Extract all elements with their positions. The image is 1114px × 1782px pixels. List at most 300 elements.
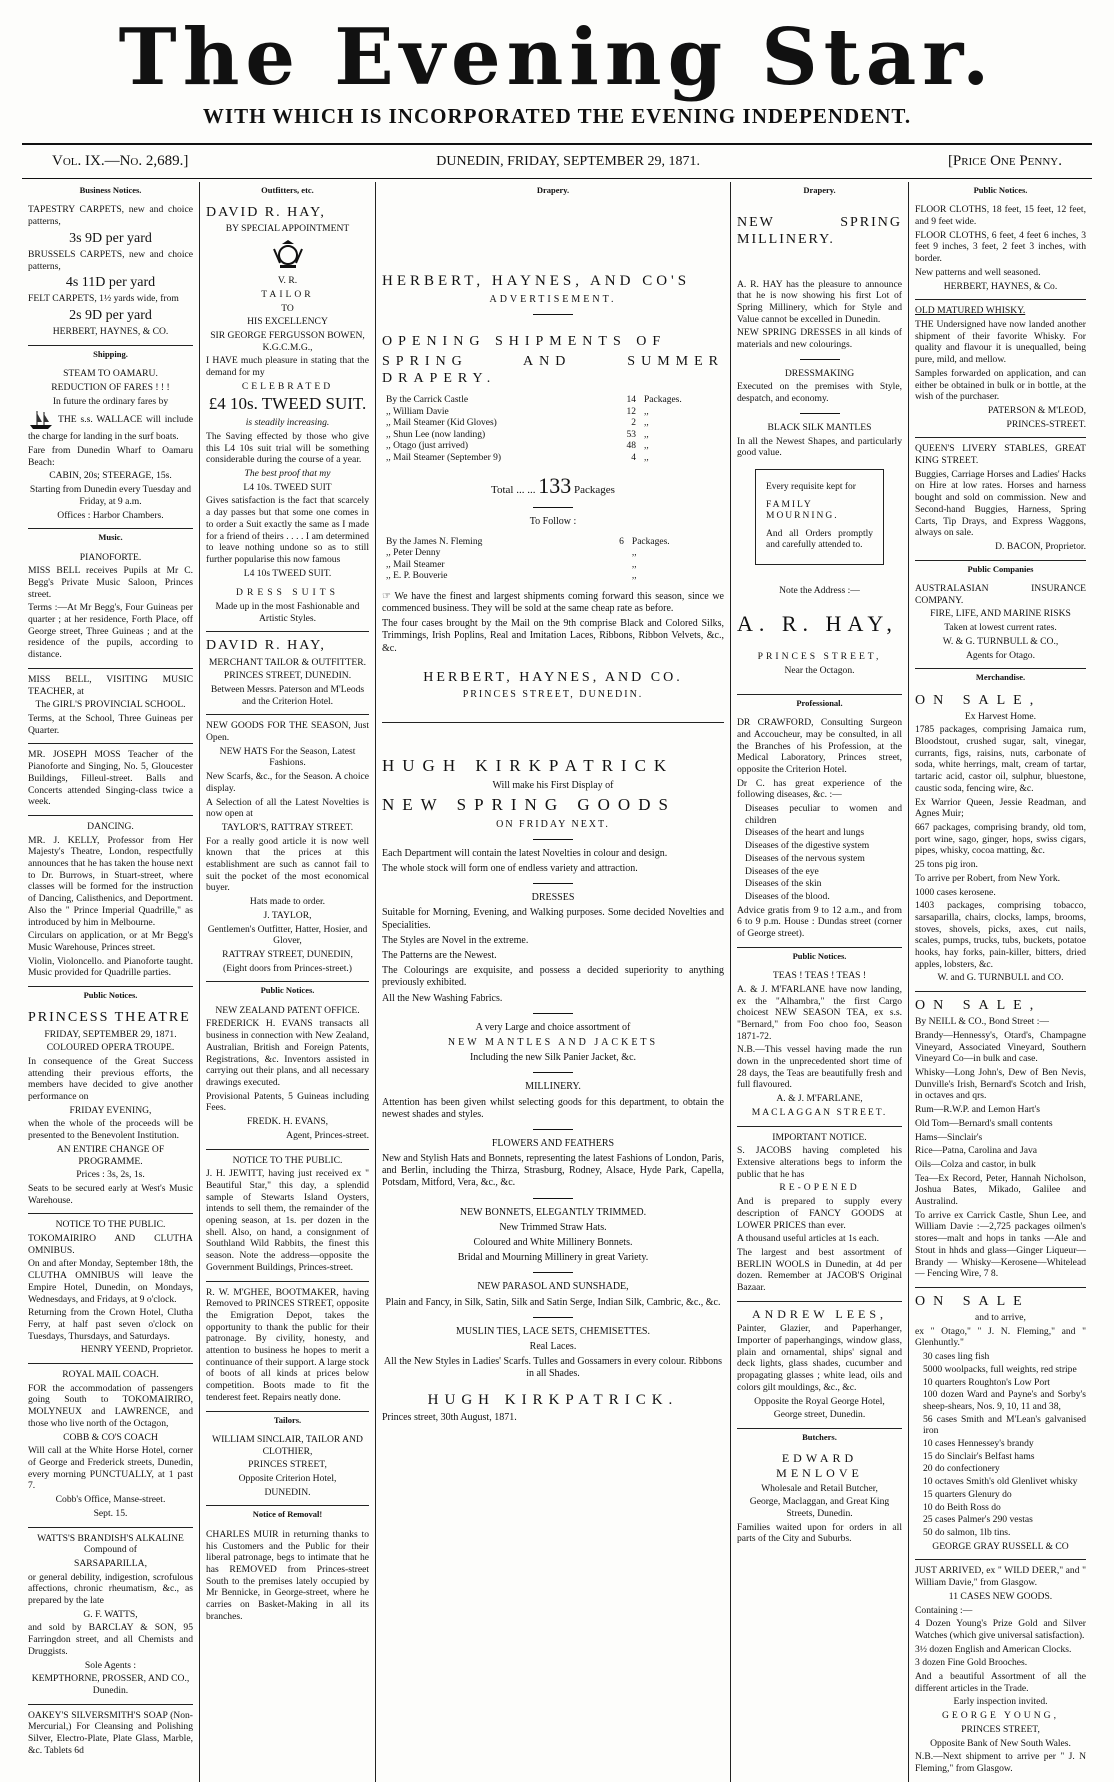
ad-text: MISS BELL, VISITING MUSIC TEACHER, at — [28, 673, 193, 697]
ad-headline: SPRING AND SUMMER DRAPERY. — [382, 353, 724, 386]
ad-text: Coloured and White Millinery Bonnets. — [473, 1237, 633, 1249]
ad-line: RE-OPENED — [779, 1182, 860, 1194]
list-item: Diseases of the nervous system — [745, 852, 865, 864]
section-heading: Drapery. — [536, 185, 570, 195]
ad-text: Old Tom—Bernard's small contents — [915, 1117, 1053, 1129]
divider — [533, 839, 573, 840]
ad-title: OLD MATURED WHISKY. — [915, 305, 1026, 317]
list-item: 20 do confectionery — [923, 1463, 1000, 1475]
ad-text: MR. J. KELLY, Professor from Her Majesty's Theatre, London, respectfully announces that he has taken the house next to Dr. Burrows, in Stuart-street, where classes will be formed for the instruction of Dancing, Calisthenics, and Deportment. Also the " Prince Imperial Quadrille," as introduced by him in Melbourne. — [28, 834, 193, 928]
ad-text: Executed on the premises with Style, despatch, and economy. — [737, 381, 902, 405]
ad-line: PRINCES-STREET. — [1006, 418, 1086, 430]
pianoforte-ad — [28, 547, 193, 669]
list-item: Diseases of the skin — [745, 878, 822, 890]
ad-line: ex " Otago," " J. N. Fleming," and " Glenhuntly." — [915, 1325, 1086, 1349]
ad-title: WATTS'S BRANDISH'S ALKALINE Compound of — [37, 1532, 184, 1556]
ad-text: And a beautiful Assortment of all the different articles in the Trade. — [915, 1671, 1086, 1694]
ad-text: J. H. JEWITT, having just received ex " Beautiful Star," this day, a splendid sample of Stewarts Island Oysters, intends to sell them, the remainder of the opening season, at 1s. per dozen in the shell. Also, on hand, a consignment of Southland Wild Rabbits, the finest this season. Note the address—opposite the Government Buildings, Princes-street. — [206, 1168, 369, 1273]
ad-text: 1403 packages, comprising tobacco, sarsaparilla, chairs, clocks, lamps, brooms, stoves, shovels, picks, axes, cut nails, scales, pumps, trucks, tubs, buckets, potatoe hooks, hay forks, pain-killer, bitters, dried apples, lobsters, &c. — [915, 900, 1086, 970]
table-cell: ,, William Davie — [386, 406, 449, 417]
divider — [533, 507, 573, 508]
list-item: 5000 woolpacks, full weights, red stripe — [923, 1363, 1077, 1375]
section-heading: Professional. — [796, 697, 843, 708]
ad-text: Seats to be secured early at West's Music Warehouse. — [28, 1182, 193, 1206]
list-item: 100 dozen Ward and Payne's and Sorby's sheep-shears, Nos. 9, 10, 11 and 38, — [923, 1389, 1086, 1412]
soap-ad — [28, 1705, 193, 1764]
ad-text: Families waited upon for orders in all parts of the City and Suburbs. — [737, 1521, 902, 1545]
ad-text: All the New Washing Fabrics. — [382, 992, 503, 1004]
ad-price: 2s 9D per yard — [69, 308, 152, 324]
ad-line: G. F. WATTS, — [83, 1608, 138, 1620]
ad-headline: OPENING SHIPMENTS OF — [382, 333, 667, 349]
list-item: 15 do Sinclair's Belfast hams — [923, 1450, 1035, 1462]
table-cell: Packages. — [631, 536, 670, 547]
ad-title: QUEEN'S LIVERY STABLES, GREAT KING STREET. — [915, 443, 1086, 467]
ad-line: Cobb's Office, Manse-street. — [55, 1494, 166, 1506]
ad-line: Agents for Otago. — [965, 649, 1035, 661]
ad-title: DAVID R. HAY, — [206, 638, 326, 654]
ad-text: Rice—Patna, Carolina and Java — [915, 1145, 1038, 1157]
ad-text: THE Undersigned have now landed another shipment of their favorite Whisky. For quality and flavour it is unequalled, being pure, mild, and mellow. — [915, 318, 1086, 366]
table-cell: 6 — [619, 536, 624, 547]
table-cell: ,, — [644, 441, 649, 452]
ad-signature: PATERSON & M'LEOD, — [987, 404, 1086, 416]
ad-line: (Eight doors from Princes-street.) — [223, 962, 352, 974]
sarsaparilla-ad — [28, 1528, 193, 1705]
columns — [22, 182, 1092, 1774]
divider — [533, 1198, 573, 1199]
ad-text: Returning from the Crown Hotel, Clutha Ferry, at half past seven o'clock on Tuesdays, Thursdays, and Saturdays. — [28, 1307, 193, 1342]
masthead — [0, 0, 1114, 150]
ad-line: Opposite Criterion Hotel, — [238, 1473, 337, 1485]
ad-text: 3½ dozen English and American Clocks. — [915, 1643, 1072, 1655]
list-item: 56 cases Smith and M'Lean's galvanised iron — [923, 1413, 1086, 1437]
ad-text: All the New Styles in Ladies' Scarfs. Tulles and Gossamers in every colour. Ribbons in all Shades. — [383, 1356, 723, 1380]
newspaper-title: The Evening Star. — [118, 12, 996, 103]
ad-text: S. JACOBS having completed his Extensive alterations begs to inform the public that he has — [737, 1145, 902, 1180]
column-1 — [22, 182, 200, 1782]
ad-line: And all Orders promptly and carefully attended to. — [766, 528, 873, 551]
ad-line: George street, Dunedin. — [773, 1409, 866, 1421]
ad-line: Note the Address :— — [779, 584, 860, 596]
ad-subhead: NEW BONNETS, ELEGANTLY TRIMMED. — [459, 1206, 647, 1218]
ad-subhead: NEW PARASOL AND SUNSHADE, — [477, 1281, 629, 1293]
ad-text: The whole stock will form one of endless variety and attraction. — [382, 863, 638, 875]
ad-text: And is prepared to supply every description of FANCY GOODS at LOWER PRICES than ever. — [737, 1196, 902, 1231]
table-cell: ,, Mail Steamer — [386, 559, 445, 570]
table-cell — [601, 571, 628, 583]
ad-text: FLOOR CLOTHS, 18 feet, 15 feet, 12 feet, and 9 feet wide. — [915, 204, 1086, 228]
ad-title: JUST ARRIVED, ex " WILD DEER," and " William Davie," from Glasgow. — [915, 1565, 1086, 1589]
ad-title: IMPORTANT NOTICE. — [772, 1131, 867, 1143]
total-unit: Packages — [574, 483, 615, 496]
carpets-ad — [28, 199, 193, 345]
ad-line: Sept. 15. — [93, 1507, 128, 1519]
list-item: 10 do Beith Ross do — [923, 1501, 1001, 1513]
ad-line: CELEBRATED — [241, 380, 334, 392]
ad-line: To Follow : — [529, 516, 577, 528]
ad-line: SIR GEORGE FERGUSSON BOWEN, K.G.C.M.G., — [210, 329, 365, 353]
floorcloth-ad — [915, 199, 1086, 300]
ad-text: The four cases brought by the Mail on the 9th comprise Black and Colored Silks, Trimmings, Irish Poplins, Real and Imitation Laces, Ribbons, Ribbon Velvets, &c., &c. — [382, 618, 724, 654]
divider — [533, 1013, 573, 1014]
ad-title: NOTICE TO THE PUBLIC. — [232, 1154, 343, 1166]
ad-text: New Scarfs, &c., for the Season. A choice display. — [206, 771, 369, 794]
coach-ad — [28, 1364, 193, 1527]
whisky-ad — [915, 300, 1086, 438]
table-cell — [601, 560, 628, 572]
ad-title: NEW SPRING MILLINERY. — [737, 215, 902, 248]
divider — [800, 359, 840, 360]
ad-line: and to arrive, — [975, 1312, 1026, 1324]
ad-line: BY SPECIAL APPOINTMENT — [225, 223, 350, 235]
divider — [533, 1072, 573, 1073]
ad-signature: HUGH KIRKPATRICK. — [427, 1391, 679, 1408]
table-row — [382, 441, 724, 453]
ad-line: RATTRAY STREET, DUNEDIN, — [222, 949, 353, 960]
ad-line: COLOURED OPERA TROUPE. — [46, 1042, 175, 1054]
ad-title: REDUCTION OF FARES ! ! ! — [51, 381, 170, 393]
ad-text: A. & J. M'FARLANE have now landing, ex the "Alhambra," the first Cargo choicest NEW SEASON TEA, ex s.s. "Bernard," from Foo choo foo, Season 1871-72. — [737, 983, 902, 1042]
divider — [800, 413, 840, 414]
column-2 — [200, 182, 376, 1782]
column-5 — [909, 182, 1092, 1782]
ad-subhead: MILLINERY. — [525, 1081, 581, 1093]
crawford-ad — [737, 712, 902, 948]
ad-line: FELT CARPETS, 1½ yards wide, from — [28, 293, 179, 305]
ad-line: Prices : 3s, 2s, 1s. — [76, 1169, 145, 1181]
ad-text: Oils—Colza and castor, in bulk — [915, 1158, 1036, 1170]
table-row — [382, 548, 724, 560]
ad-line: 11 CASES NEW GOODS. — [948, 1590, 1053, 1602]
insurance-ad — [915, 578, 1086, 669]
ad-line: AN ENTIRE CHANGE OF PROGRAMME. — [56, 1143, 165, 1167]
livery-ad — [915, 438, 1086, 560]
ad-text: A Selection of all the Latest Novelties is now open at — [206, 796, 369, 820]
ad-title: ON SALE, — [915, 692, 1042, 708]
ad-text: MR. JOSEPH MOSS Teacher of the Pianoforte and Singing, No. 5, Gloucester Buildings, Filleul-street. Balls and Concerts attended Singing-class twice a week. — [28, 749, 193, 808]
ad-subhead: DRESSMAKING — [784, 367, 855, 379]
ad-text: The largest and best assortment of BERLIN WOOLS in Dunedin, at 4d per dozen. Remember at JACOB'S Original Bazaar. — [737, 1246, 902, 1294]
ad-text: Advice gratis from 9 to 12 a.m., and from 6 to 9 p.m. House : Dundas street (corner of George street). — [737, 904, 902, 940]
table-row — [382, 453, 724, 465]
herbert-haynes-ad: HERBERT, HAYNES, AND CO'S ADVERTISEMENT. OPENING SHIPMENTS OF SPRING AND SUMMER DRAPERY. By the Carrick Castle 14 Packages. ,, William Davie 12 ,, ,, Mail Steamer (Kid Gloves) 2 ,, ,, Shun Lee (now landing) 53 ,, ,, Otago (just arrived) 48 ,, ,, Mail Steamer (September 9) 4 ,, Total ... ... 133 Packages To Follow : By the James N. Fleming 6 Packages. ,, Peter Denny ,, ,, Mail Steamer ,, ,, E. P. Bouverie ,, ☞ We have the finest and largest shipments coming forward this season, since we commenced business. They will be sold at the same cheap rate as before. The four cases brought by the Mail on the 9th comprise Black and Colored Silks, Trimmings, Irish Poplins, Real and Imitation Laces, Ribbons, Ribbon Velvets, &c., &c. HERBERT, HAYNES, AND CO. PRINCES STREET, DUNEDIN. — [382, 199, 724, 723]
ad-text: Real Laces. — [529, 1340, 577, 1352]
ad-line: The GIRL'S PROVINCIAL SCHOOL. — [35, 699, 186, 711]
ad-text: Terms, at the School, Three Guineas per Quarter. — [28, 713, 193, 736]
ad-text: In consequence of the Great Success attending their previous efforts, the members have decided to give another performance on — [28, 1055, 193, 1103]
ad-signature: GEORGE GRAY RUSSELL & CO — [932, 1540, 1069, 1552]
ad-text: Provisional Patents, 5 Guineas including Fees. — [206, 1090, 369, 1114]
section-heading: Shipping. — [93, 348, 128, 359]
ad-line: Princes street, 30th August, 1871. — [382, 1411, 517, 1423]
section-heading: Public Companies — [967, 563, 1034, 574]
ad-text: Will call at the White Horse Hotel, corner of George and Frederick streets, Dunedin, every morning PUNCTUALLY, at 1 past 7. — [28, 1445, 193, 1492]
table-cell: ,, — [644, 418, 649, 429]
ad-text: Ex Warrior Queen, Jessie Readman, and Agnes Muir; — [915, 796, 1086, 820]
ad-text: On and after Monday, September 18th, the CLUTHA OMNIBUS will leave the Empire Hotel, Dunedin, on Mondays, Wednesdays, and Fridays, at 9 o'clock. — [28, 1258, 193, 1305]
disease-list — [737, 803, 902, 903]
ad-title: EDWARD MENLOVE — [776, 1451, 863, 1480]
ad-text: and sold by BARCLAY & SON, 95 Farringdon street, and all Chemists and Druggists. — [28, 1622, 193, 1657]
table-cell: ,, — [644, 452, 649, 463]
list-item: 10 cases Hennessey's brandy — [923, 1438, 1034, 1450]
ad-subhead: MUSLIN TIES, LACE SETS, CHEMISETTES. — [456, 1325, 650, 1337]
royal-crest-icon — [268, 239, 308, 271]
ad-text: Painter, Glazier, and Paperhanger, Importer of paperhangings, window glass, plain and ornamental, ships' signal and deck lights, glass shades, cucumber and propagating glasses ; white lead, oils and colors gilt mouldings, &c., &c. — [737, 1323, 902, 1393]
list-item: 25 cases Palmer's 290 vestas — [923, 1514, 1033, 1526]
ad-text: FOR the accommodation of passengers going South to TOKOMAIRIRO, MOLYNEUX and LAWRENCE, and those who live north of the Octagon, — [28, 1382, 193, 1429]
total-value: 133 — [538, 472, 572, 498]
ad-line: TAILOR — [261, 288, 314, 300]
ad-line: L4 10s. TWEED SUIT — [243, 481, 332, 493]
table-cell: 48 — [626, 441, 637, 452]
ad-text: A thousand useful articles at 1s each. — [737, 1233, 879, 1245]
ad-line: Will make his First Display of — [492, 779, 614, 791]
ad-subhead: NEW MANTLES AND JACKETS — [447, 1036, 659, 1048]
ad-text: Buggies, Carriage Horses and Ladies' Hacks on Hire at low rates. Horses and harness bought and sold on commission. New and Second-hand Buggies, Harness, Spring Carts, Tip Drays, and Express Waggons, always on sale. — [915, 468, 1086, 539]
table-cell: By the Carrick Castle — [386, 395, 469, 406]
table-cell — [601, 548, 628, 560]
ad-line: Agent, Princes-street. — [286, 1129, 369, 1141]
dancing-ad — [28, 816, 193, 987]
ad-line: CABIN, 20s; STEERAGE, 15s. — [49, 470, 172, 482]
column-4 — [731, 182, 909, 1782]
table-row — [382, 430, 724, 442]
section-heading: Tailors. — [273, 1414, 302, 1425]
section-heading: Music. — [98, 532, 123, 543]
ad-text: R. W. M'GHEE, BOOTMAKER, having Removed to PRINCES STREET, opposite the Emigration Depot, takes the opportunity to thank the public for their patronage. By civility, honesty, and attention to business he hopes to merit a continuance of their support. A large stock of boots of all kinds at prices below competition. Boots made to fit the tenderest feet. Repairs neatly done. — [206, 1286, 369, 1403]
volume-number: Vol. IX.—No. 2,689.] — [52, 153, 189, 169]
ad-line: TO — [281, 302, 294, 314]
table-cell: ,, — [631, 571, 637, 582]
ad-signature: GEORGE YOUNG, — [942, 1710, 1059, 1722]
ad-title: AUSTRALASIAN INSURANCE COMPANY. — [915, 583, 1086, 606]
mourning-box — [755, 469, 884, 565]
ad-line: PRINCES STREET, — [248, 1459, 327, 1471]
basket-ad — [206, 1524, 369, 1630]
section-heading: Public Notices. — [792, 950, 847, 961]
table-row — [382, 395, 724, 407]
steam-ad — [28, 363, 193, 529]
ad-line: COBB & CO'S COACH — [63, 1431, 158, 1443]
ad-text: A. R. HAY has the pleasure to announce that he is now showing his first Lot of Spring Millinery, which for Style and Value cannot be excelled in Dunedin. — [737, 278, 902, 325]
ad-text: Samples forwarded on application, and can either be obtained in bulk or in bottle, at the wish of the purchaser. — [915, 367, 1086, 403]
total-label: Total — [491, 483, 514, 496]
table-cell: 14 — [626, 395, 637, 406]
divider — [533, 314, 573, 315]
ad-text: N.B.—Next shipment to arrive per " J. N Fleming," from Glasgow. — [915, 1751, 1086, 1774]
ad-signature: W. and G. TURNBULL and CO. — [937, 972, 1064, 984]
ad-subhead: FLOWERS AND FEATHERS — [491, 1137, 615, 1149]
ad-text: when the whole of the proceeds will be presented to the Benevolent Institution. — [28, 1118, 193, 1142]
section-heading: Notice of Removal! — [252, 1509, 323, 1520]
list-item: 30 cases ling fish — [923, 1351, 990, 1363]
section-heading: Butchers. — [802, 1431, 837, 1442]
neill-sale-ad — [915, 992, 1086, 1288]
ad-text: Hams—Sinclair's — [915, 1131, 983, 1143]
ad-text: Whisky—Long John's, Dew of Ben Nevis, Dunville's Irish, Bernard's Scotch and Irish, in octaves and qrs. — [915, 1067, 1086, 1102]
ad-line: W. & G. TURNBULL & CO., — [942, 635, 1059, 647]
table-cell: ,, — [644, 429, 649, 440]
ad-line: SARSAPARILLA, — [74, 1557, 147, 1569]
follow-table — [382, 537, 724, 583]
table-row — [382, 537, 724, 549]
list-item: Diseases peculiar to women and children — [745, 803, 902, 826]
ad-title: TEAS ! TEAS ! TEAS ! — [772, 970, 867, 982]
turnbull-sale-ad — [915, 687, 1086, 993]
ad-line: Sole Agents : — [84, 1659, 137, 1671]
section-heading: Public Notices. — [973, 185, 1028, 195]
kirkpatrick-ad — [382, 723, 724, 1432]
section-heading: Outfitters, etc. — [261, 185, 314, 195]
table-cell: 4 — [631, 452, 637, 463]
ad-title: NEW ZEALAND PATENT OFFICE. — [215, 1004, 360, 1016]
list-item: 15 quarters Glenury do — [923, 1488, 1012, 1500]
ad-text: Circulars on application, or at Mr Begg's Music Warehouse, Princes street. — [28, 930, 193, 953]
ad-text: 25 tons pig iron. — [915, 859, 978, 871]
ad-text: Gives satisfaction is the fact that scarcely a day passes but that some one comes in to order a Suit exactly the same as I made for a friend of theirs . . . . I am determined to leave nothing undone so as to still further popularise this now famous — [206, 495, 369, 565]
list-item: Diseases of the digestive system — [745, 840, 870, 852]
table-cell: By the James N. Fleming — [386, 536, 483, 547]
hay-tailor-ad — [206, 199, 369, 632]
ad-title: ON SALE, — [915, 998, 1042, 1014]
bootmaker-ad — [206, 1282, 369, 1412]
ad-text: New and Stylish Hats and Bonnets, representing the latest Fashions of London, Paris, and Berlin, including the Thirza, Strasburg, Rodney, Alsace, Hyde Park, Capella, Potsdam, Mitford, Vera, &c., &c. — [382, 1153, 724, 1189]
ad-text: N.B.—This vessel having made the run down in the unprecedented short time of 28 days, the Teas are beautifully fresh and full flavoured. — [737, 1044, 902, 1091]
section-heading: Drapery. — [803, 185, 836, 195]
taylor-ad — [206, 715, 369, 982]
ad-text: DR CRAWFORD, Consulting Surgeon and Accoucheur, may be consulted, in all the Branches of his Profession, at the Medical Laboratory, Princes street, opposite the Criterion Hotel. — [737, 717, 902, 775]
ad-line: BRUSSELS CARPETS, new and choice patterns, — [28, 248, 193, 272]
table-cell: Packages. — [644, 395, 682, 406]
ad-line: In future the ordinary fares by — [52, 395, 169, 407]
ad-text: The Colourings are exquisite, and possess a decided superiority to anything previously exhibited. — [382, 965, 724, 989]
ad-line: Near the Octagon. — [784, 665, 855, 677]
ad-line: George, Maclaggan, and Great King Streets, Dunedin. — [749, 1496, 890, 1519]
ad-signature: HENRY YEEND, Proprietor. — [80, 1344, 193, 1356]
price: [Price One Penny. — [947, 153, 1062, 169]
column-3 — [376, 182, 731, 1782]
young-ad — [915, 1560, 1086, 1781]
omnibus-ad — [28, 1214, 193, 1364]
ad-text: 1000 cases kerosene. — [915, 886, 996, 898]
ad-text: MISS BELL receives Pupils at Mr C. Begg's Private Music Saloon, Princes street. — [28, 565, 193, 600]
ad-line: is steadily increasing. — [245, 417, 330, 429]
ad-text: Dr C. has great experience of the following diseases, &c. :— — [737, 777, 902, 801]
ad-text: Rum—R.W.P. and Lemon Hart's — [915, 1104, 1041, 1116]
ad-text: Between Messrs. Paterson and M'Leods and the Criterion Hotel. — [210, 683, 365, 707]
ad-text: CHARLES MUIR in returning thanks to his Customers and the Public for their liberal patronage, begs to intimate that he has REMOVED from Princes-street South to the premises lately occupied by Mr Bennicke, in George-street, where he carries on Basket-Making in all its branches. — [206, 1528, 369, 1622]
table-cell: 53 — [626, 429, 637, 440]
table-cell: ,, — [644, 406, 649, 417]
ad-text: Including the new Silk Panier Jacket, &c. — [469, 1052, 637, 1064]
table-row — [382, 560, 724, 572]
ad-text: Tea—Ex Record, Peter, Hannah Nicholson, Joshua Bates, Mikado, Galilee and Australind. — [915, 1172, 1086, 1208]
ad-text: FLOOR CLOTHS, 6 feet, 4 feet 6 inches, 3 feet 9 inches, 3 feet, 2 feet 3 inches, with border. — [915, 229, 1086, 265]
ad-text: Attention has been given whilst selecting goods for this department, to obtain the newest shades and styles. — [382, 1096, 724, 1120]
ad-line: ON FRIDAY NEXT. — [496, 818, 610, 830]
ad-title: PRINCESS THEATRE — [28, 1010, 191, 1026]
ad-text: Terms :—At Mr Begg's, Four Guineas per quarter ; at her residence, Forth Place, off George street, Three Guineas ; and at the residence of the pupils, according to distance. — [28, 602, 193, 661]
ad-text: FREDERICK H. EVANS transacts all business in connection with New Zealand, Australian, British and Foreign Patents, Registrations, &c. Inventors assisted in carrying out their plans, and all necessary drawings executed. — [206, 1018, 369, 1088]
divider — [533, 1272, 573, 1273]
ad-text: New Trimmed Straw Hats. — [499, 1221, 607, 1233]
ad-price: 4s 11D per yard — [65, 275, 156, 291]
table-cell: 12 — [626, 406, 637, 417]
ad-title: HERBERT, HAYNES, AND CO'S — [382, 273, 691, 290]
table-row — [382, 571, 724, 583]
table-cell: ,, Mail Steamer (Kid Gloves) — [386, 418, 497, 429]
ad-title: WILLIAM SINCLAIR, TAILOR AND CLOTHIER, — [212, 1433, 363, 1457]
table-cell: ,, E. P. Bouverie — [386, 571, 448, 582]
ad-title: ROYAL MAIL COACH. — [62, 1369, 159, 1381]
table-row — [382, 418, 724, 430]
ad-line: Containing :— — [915, 1604, 973, 1616]
ad-line: J. TAYLOR, — [263, 909, 312, 921]
ad-line: TOKOMAIRIRO AND CLUTHA OMNIBUS. — [28, 1233, 193, 1256]
ad-title: STEAM TO OAMARU. — [63, 368, 158, 380]
ad-line: HIS EXCELLENCY — [247, 316, 328, 328]
ad-line: Wholesale and Retail Butcher, — [761, 1482, 878, 1494]
ad-line: Fare from Dunedin Wharf to Oamaru Beach: — [28, 444, 193, 468]
ad-line: THE s.s. WALLACE will include the charge for landing in the surf boats. — [28, 414, 193, 443]
ad-title: DAVID R. HAY, — [206, 205, 326, 221]
ad-text: Suitable for Morning, Evening, and Walking purposes. Some decided Novelties and Specialities. — [382, 907, 724, 931]
lees-ad — [737, 1302, 902, 1429]
table-cell: ,, Shun Lee (now landing) — [386, 429, 486, 440]
ad-line: DRESS SUITS — [236, 587, 339, 599]
ad-line: TAYLOR'S, RATTRAY STREET. — [221, 821, 354, 833]
ad-text: 667 packages, comprising brandy, old tom, port wine, sago, ginger, hops, swiss cigars, pipes, whisky, cocoa matting, &c. — [915, 821, 1086, 857]
ad-text: Early inspection invited. — [953, 1696, 1048, 1708]
ad-line: PRINCES STREET, — [757, 651, 882, 663]
ad-text: NEW SPRING DRESSES in all kinds of materials and new colourings. — [737, 327, 902, 351]
ad-line: KEMPTHORNE, PROSSER, AND CO., Dunedin. — [31, 1673, 190, 1696]
ad-line: TAPESTRY CARPETS, new and choice patterns, — [28, 204, 193, 228]
ad-line: ADVERTISEMENT. — [489, 293, 617, 305]
ad-line: Opposite the Royal George Hotel, — [754, 1395, 885, 1407]
ad-signature: D. BACON, Proprietor. — [995, 540, 1086, 552]
oysters-ad — [206, 1150, 369, 1282]
ad-text: To arrive ex Carrick Castle, Shun Lee, and William Davie :—2,725 packages oilmen's stores—malt and hops in tanks —Ale and Stout in hhds and glass—Ginger Liqueur—Brandy — Whisky—Kerosene—Whitelead — Fencing Wire, 7 8. — [915, 1209, 1086, 1280]
ad-line: MERCHANT TAILOR & OUTFITTER. — [208, 656, 367, 668]
ad-text: In all the Newest Shapes, and particularly good value. — [737, 435, 902, 459]
ad-text: The Styles are Novel in the extreme. — [382, 934, 529, 946]
section-heading: Public Notices. — [83, 990, 138, 1001]
ar-hay-ad — [737, 199, 902, 694]
hay-merchant-ad — [206, 632, 369, 715]
ad-line: Hats made to order. — [249, 896, 326, 908]
ad-title: ON SALE — [915, 1293, 1030, 1309]
ad-text: NEW GOODS FOR THE SEASON, Just Open. — [206, 720, 369, 744]
sinclair-ad — [206, 1429, 369, 1507]
newspaper-subtitle: WITH WHICH IS INCORPORATED THE EVENING INDEPENDENT. — [202, 104, 912, 128]
ad-line: Every requisite kept for — [766, 481, 856, 492]
ad-text: The Saving effected by those who give this L4 10s suit trial will be something considerable during the course of a year. — [206, 430, 369, 466]
ad-text: Violin, Violoncello. and Pianoforte taught. Music provided for Quadrille parties. — [28, 955, 193, 979]
ad-line: NEW HATS For the Season, Latest Fashions. — [219, 745, 356, 769]
ad-title: NOTICE TO THE PUBLIC. — [55, 1219, 166, 1231]
ad-text: The Patterns are the Newest. — [382, 950, 497, 962]
moss-ad — [28, 744, 193, 816]
ad-headline: NEW SPRING GOODS — [382, 795, 676, 814]
ad-signature: HERBERT, HAYNES, AND CO. — [423, 669, 683, 685]
ad-signature: HERBERT, HAYNES, & CO. — [52, 326, 169, 338]
ad-line: Gentlemen's Outfitter, Hatter, Hosier, and Glover, — [207, 923, 368, 947]
ad-headline: £4 10s. TWEED SUIT. — [208, 394, 367, 414]
ad-line: V. R. — [277, 275, 298, 287]
